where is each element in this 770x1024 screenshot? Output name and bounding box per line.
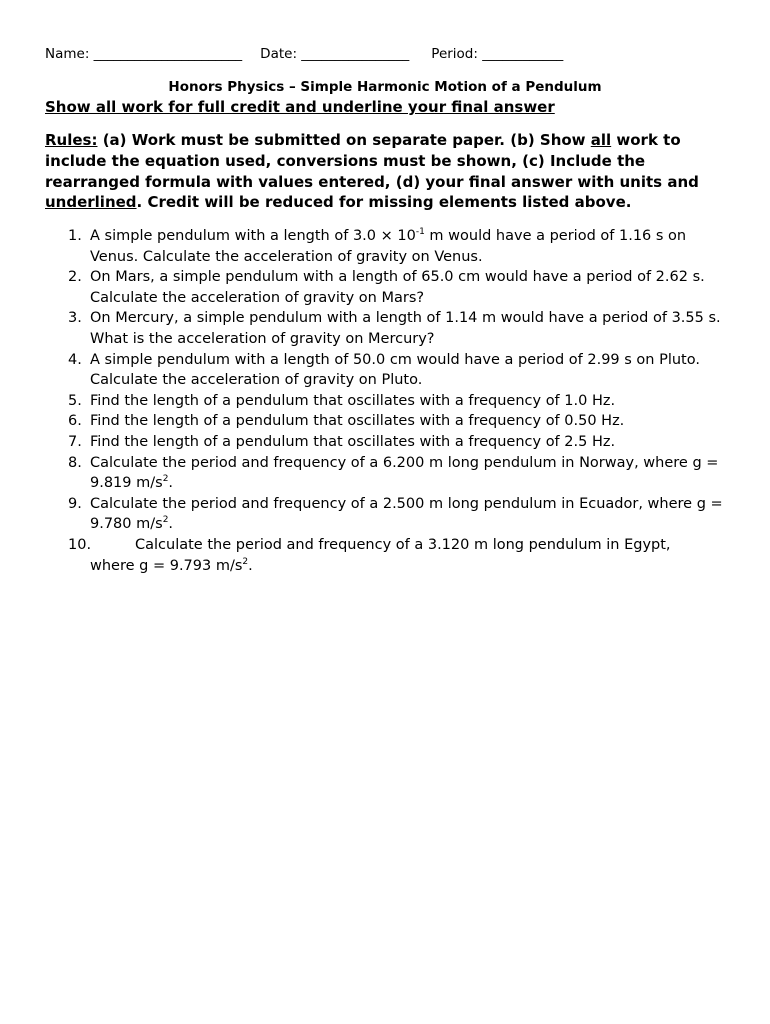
problem-text: Calculate the period and frequency of a 2.500 m long pendulum in Ecuador, where g = 9.780 m/s — [90, 495, 723, 533]
problem-item — [45, 391, 725, 412]
rules-text-1: (a) Work must be submitted on separate paper. (b) Show — [97, 131, 591, 149]
problem-number: 8. — [68, 454, 82, 471]
problem-text-end: . — [168, 516, 174, 533]
instructions-subtitle: Show all work for full credit and underline your final answer — [45, 98, 555, 116]
problem-text-end: . — [168, 475, 174, 492]
title-text: Honors Physics – Simple Harmonic Motion of a Pendulum — [168, 79, 602, 95]
problem-text: Find the length of a pendulum that oscillates with a frequency of 1.0 Hz. — [90, 392, 616, 409]
problem-item — [45, 267, 725, 308]
problem-text-end: m would have a period of 1.16 s on Venus. Calculate the acceleration of gravity on Venus. — [90, 228, 687, 265]
problem-item — [45, 453, 725, 494]
problem-list — [45, 226, 725, 576]
worksheet-title — [0, 79, 770, 95]
rules-all: all — [590, 131, 612, 149]
date-field: Date: ________________ — [260, 46, 410, 62]
rules-label: Rules: — [45, 131, 98, 149]
problem-item — [45, 494, 725, 535]
problem-number: 1. — [68, 228, 82, 244]
problem-number: 6. — [68, 413, 82, 430]
problem-text: On Mercury, a simple pendulum with a length of 1.14 m would have a period of 3.55 s. What is the acceleration of gravity on Mercury? — [90, 310, 721, 347]
rules-paragraph — [45, 130, 725, 213]
problem-number: 2. — [68, 269, 82, 286]
problem-item — [45, 226, 725, 267]
problem-item-10 — [45, 535, 725, 576]
problem-superscript: 2 — [242, 556, 249, 567]
problem-text-end: . — [248, 557, 253, 574]
problem-text: Calculate the period and frequency of a 6.200 m long pendulum in Norway, where g = 9.819 m/s — [90, 454, 719, 492]
problem-item — [45, 350, 725, 391]
problem-superscript: -1 — [415, 227, 425, 238]
problem-number: 4. — [68, 351, 82, 368]
problem-text: A simple pendulum with a length of 50.0 cm would have a period of 2.99 s on Pluto. Calculate the acceleration of gravity on Pluto. — [90, 351, 700, 389]
rules-underlined: underlined — [45, 193, 137, 212]
problem-text: A simple pendulum with a length of 3.0 × 10 — [90, 228, 416, 244]
rules-text-2: work to include the equation used, conversions must be shown, (c) Include the rearranged formula with values entered, (d) your final answer with units and — [45, 131, 699, 191]
problem-item — [45, 308, 725, 349]
problem-item — [45, 432, 725, 453]
problem-number: 3. — [68, 310, 82, 327]
period-field: Period: ____________ — [431, 46, 564, 62]
problem-superscript: 2 — [162, 474, 169, 485]
problem-text: Calculate the period and frequency of a 3.120 m long pendulum in Egypt, — [135, 536, 671, 553]
problem-text: Find the length of a pendulum that oscillates with a frequency of 2.5 Hz. — [90, 433, 616, 450]
name-field: Name: ______________________ — [45, 46, 243, 62]
problem-number: 7. — [68, 433, 82, 450]
problem-number: 5. — [68, 392, 82, 409]
problem-superscript: 2 — [162, 515, 169, 526]
problem-number: 10. — [68, 536, 92, 553]
rules-text-3: . Credit will be reduced for missing elements listed above. — [136, 193, 632, 212]
problem-text: Find the length of a pendulum that oscillates with a frequency of 0.50 Hz. — [90, 413, 625, 430]
problem-number: 9. — [68, 495, 82, 512]
problem-item — [45, 411, 725, 432]
problem-text: On Mars, a simple pendulum with a length of 65.0 cm would have a period of 2.62 s. Calculate the acceleration of gravity on Mars? — [90, 269, 705, 306]
problem-text-line2: where g = 9.793 m/s — [90, 557, 243, 574]
header-fields — [45, 46, 563, 62]
